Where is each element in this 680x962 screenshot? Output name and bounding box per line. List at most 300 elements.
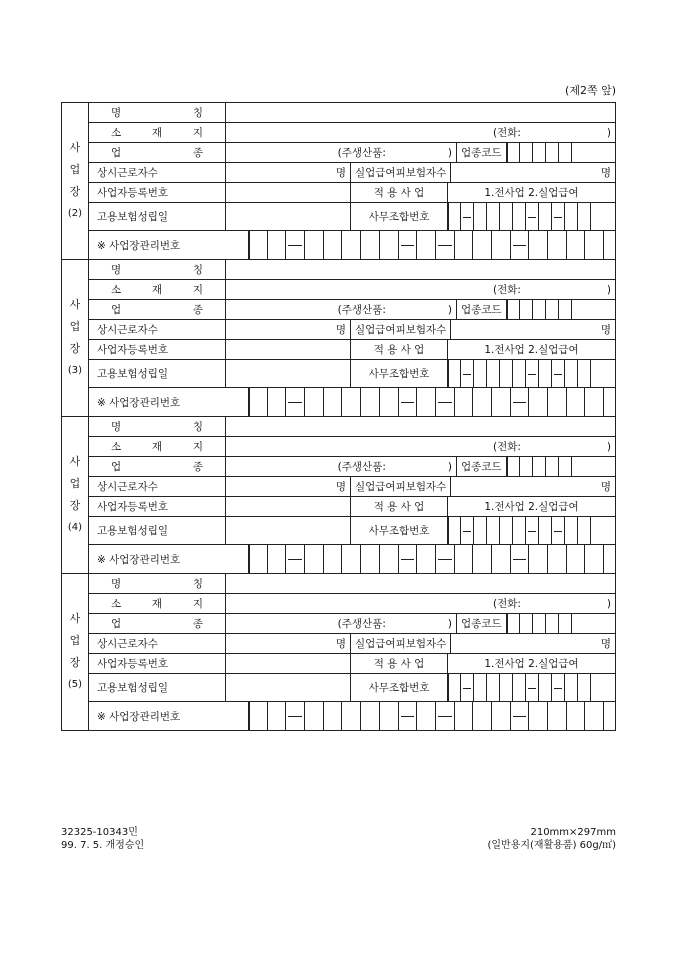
digit-box[interactable] [513, 203, 526, 230]
digit-box[interactable] [249, 545, 268, 573]
applicable-options[interactable]: 1.전사업 2.실업급여 [484, 658, 579, 670]
established-value[interactable] [226, 360, 351, 387]
industry-code-boxes[interactable] [507, 300, 572, 319]
digit-box[interactable] [474, 674, 487, 701]
industry-label [89, 143, 226, 162]
digit-box[interactable] [361, 388, 380, 416]
digit-box[interactable] [500, 517, 513, 544]
digit-box[interactable] [559, 457, 572, 476]
workers-unit: 명 [335, 638, 346, 650]
digit-box[interactable] [529, 388, 548, 416]
digit-box[interactable] [487, 203, 500, 230]
name-label-char: 칭 [192, 421, 203, 433]
address-value[interactable] [226, 594, 615, 613]
digit-box[interactable] [342, 388, 361, 416]
digit-box[interactable] [520, 457, 533, 476]
digit-box[interactable] [286, 545, 305, 573]
digit-box[interactable] [286, 231, 305, 259]
name-label [89, 103, 226, 122]
industry-value[interactable] [226, 300, 457, 319]
workers-label: 상시근로자수 [89, 477, 226, 496]
mgmt-no-boxes[interactable] [249, 231, 604, 259]
digit-box[interactable] [461, 517, 474, 544]
row-biz-reg [89, 497, 615, 517]
union-no-label: 사무조합번호 [351, 203, 448, 230]
row-established [89, 203, 615, 231]
digit-box[interactable] [548, 545, 567, 573]
digit-box[interactable] [473, 388, 492, 416]
union-no-boxes[interactable] [448, 360, 591, 387]
digit-box[interactable] [552, 674, 565, 701]
digit-box[interactable] [539, 517, 552, 544]
digit-box[interactable] [286, 388, 305, 416]
union-no-label: 사무조합번호 [351, 674, 448, 701]
insured-unit: 명 [600, 167, 611, 179]
workplace-form [61, 102, 616, 731]
digit-box[interactable] [500, 360, 513, 387]
digit-box[interactable] [305, 702, 324, 730]
phone-close: ) [606, 283, 611, 296]
digit-box[interactable] [473, 545, 492, 573]
digit-box[interactable] [539, 360, 552, 387]
industry-label-char: 업 [111, 147, 122, 159]
digit-box[interactable] [342, 702, 361, 730]
digit-box[interactable] [417, 702, 436, 730]
digit-box[interactable] [520, 300, 533, 319]
industry-label-char: 업 [111, 304, 122, 316]
biz-reg-value[interactable] [226, 497, 351, 516]
digit-box[interactable] [399, 231, 418, 259]
name-label-char: 명 [111, 264, 122, 276]
industry-code-boxes[interactable] [507, 457, 572, 476]
phone-label: (전화: [492, 127, 521, 139]
name-label [89, 574, 226, 593]
digit-box[interactable] [578, 203, 591, 230]
insured-value[interactable] [451, 477, 615, 496]
row-name [89, 103, 615, 123]
digit-box[interactable] [526, 674, 539, 701]
established-label: 고용보험성립일 [89, 203, 226, 230]
workers-value[interactable] [226, 320, 351, 339]
digit-box[interactable] [487, 360, 500, 387]
digit-box[interactable] [548, 231, 567, 259]
digit-box[interactable] [507, 300, 520, 319]
footer-right [487, 826, 616, 852]
insured-unit: 명 [600, 638, 611, 650]
industry-code-boxes[interactable] [507, 143, 572, 162]
mgmt-no-label: ※ 사업장관리번호 [89, 231, 249, 259]
digit-box[interactable] [507, 614, 520, 633]
digit-box[interactable] [268, 388, 287, 416]
digit-box[interactable] [474, 360, 487, 387]
approval-date: 99. 7. 5. 개정승인 [61, 840, 145, 851]
digit-box[interactable] [565, 674, 578, 701]
workers-value[interactable] [226, 634, 351, 653]
mgmt-no-boxes[interactable] [249, 388, 604, 416]
digit-box[interactable] [511, 388, 530, 416]
digit-box[interactable] [436, 702, 455, 730]
applicable-label: 적 용 사 업 [351, 497, 448, 516]
side-char: 장 [69, 499, 81, 512]
digit-box[interactable] [399, 702, 418, 730]
phone-label: (전화: [492, 441, 521, 453]
digit-box[interactable] [305, 545, 324, 573]
section-side-label [61, 260, 89, 416]
address-label-char: 지 [192, 284, 203, 296]
name-value[interactable] [226, 103, 615, 122]
digit-box[interactable] [513, 360, 526, 387]
row-workers [89, 320, 615, 340]
row-mgmt-no [89, 388, 615, 416]
digit-box[interactable] [526, 517, 539, 544]
digit-box[interactable] [473, 231, 492, 259]
main-product-label: (주생산품: [337, 304, 386, 316]
digit-box[interactable] [520, 614, 533, 633]
digit-box[interactable] [585, 231, 604, 259]
address-value[interactable] [226, 123, 615, 142]
name-value[interactable] [226, 260, 615, 279]
digit-box[interactable] [546, 300, 559, 319]
union-no-boxes[interactable] [448, 517, 591, 544]
digit-box[interactable] [533, 614, 546, 633]
form-code: 32325-10343민 [61, 827, 138, 838]
digit-box[interactable] [507, 143, 520, 162]
address-label [89, 437, 226, 456]
paper-size: 210mm×297mm [530, 827, 616, 838]
established-label: 고용보험성립일 [89, 674, 226, 701]
digit-box[interactable] [507, 457, 520, 476]
industry-label-char: 종 [192, 147, 203, 159]
address-label-char: 소 [111, 441, 122, 453]
established-value[interactable] [226, 203, 351, 230]
name-label-char: 명 [111, 107, 122, 119]
row-workers [89, 634, 615, 654]
digit-box[interactable] [361, 702, 380, 730]
digit-box[interactable] [511, 545, 530, 573]
digit-box[interactable] [492, 702, 511, 730]
workers-value[interactable] [226, 477, 351, 496]
applicable-options[interactable]: 1.전사업 2.실업급여 [484, 344, 579, 356]
digit-box[interactable] [565, 203, 578, 230]
section-body [89, 417, 616, 573]
digit-box[interactable] [539, 674, 552, 701]
row-established [89, 360, 615, 388]
insured-value[interactable] [451, 163, 615, 182]
digit-box[interactable] [529, 545, 548, 573]
digit-box[interactable] [492, 388, 511, 416]
digit-box[interactable] [268, 702, 287, 730]
digit-box[interactable] [268, 545, 287, 573]
insured-unit: 명 [600, 324, 611, 336]
digit-box[interactable] [380, 545, 399, 573]
digit-box[interactable] [500, 674, 513, 701]
digit-box[interactable] [324, 545, 343, 573]
industry-label [89, 300, 226, 319]
biz-reg-label: 사업자등록번호 [89, 340, 226, 359]
digit-box[interactable] [361, 545, 380, 573]
row-industry [89, 614, 615, 634]
digit-box[interactable] [487, 674, 500, 701]
side-char: 사 [69, 455, 81, 468]
digit-box[interactable] [324, 702, 343, 730]
digit-box[interactable] [380, 702, 399, 730]
digit-box[interactable] [417, 545, 436, 573]
digit-box[interactable] [526, 203, 539, 230]
industry-label-char: 종 [192, 304, 203, 316]
digit-box[interactable] [533, 300, 546, 319]
digit-box[interactable] [399, 545, 418, 573]
name-value[interactable] [226, 574, 615, 593]
workers-label: 상시근로자수 [89, 320, 226, 339]
digit-box[interactable] [417, 231, 436, 259]
biz-reg-label: 사업자등록번호 [89, 654, 226, 673]
row-mgmt-no [89, 702, 615, 730]
side-char: 사 [69, 612, 81, 625]
digit-box[interactable] [361, 231, 380, 259]
digit-box[interactable] [305, 388, 324, 416]
workers-value[interactable] [226, 163, 351, 182]
digit-box[interactable] [585, 388, 604, 416]
digit-box[interactable] [461, 360, 474, 387]
biz-reg-value[interactable] [226, 340, 351, 359]
workplace-section [61, 259, 616, 416]
digit-box[interactable] [448, 517, 461, 544]
industry-value[interactable] [226, 143, 457, 162]
digit-box[interactable] [567, 702, 586, 730]
side-char: 장 [69, 656, 81, 669]
digit-box[interactable] [455, 231, 474, 259]
industry-code-label: 업종코드 [457, 457, 507, 476]
digit-box[interactable] [500, 203, 513, 230]
paper-type: (일반용지(재활용품) 60g/㎡) [487, 840, 616, 851]
name-label-char: 명 [111, 578, 122, 590]
digit-box[interactable] [324, 388, 343, 416]
established-value[interactable] [226, 674, 351, 701]
workers-unit: 명 [335, 481, 346, 493]
industry-value[interactable] [226, 457, 457, 476]
name-value[interactable] [226, 417, 615, 436]
digit-box[interactable] [559, 300, 572, 319]
section-body [89, 103, 616, 259]
mgmt-no-label: ※ 사업장관리번호 [89, 388, 249, 416]
address-value[interactable] [226, 437, 615, 456]
row-mgmt-no [89, 231, 615, 259]
address-label-char: 지 [192, 127, 203, 139]
digit-box[interactable] [578, 360, 591, 387]
digit-box[interactable] [526, 360, 539, 387]
side-char: 업 [69, 477, 81, 490]
industry-value[interactable] [226, 614, 457, 633]
address-label-char: 재 [151, 598, 163, 610]
digit-box[interactable] [559, 143, 572, 162]
industry-label-char: 종 [192, 618, 203, 630]
digit-box[interactable] [305, 231, 324, 259]
section-body [89, 260, 616, 416]
digit-box[interactable] [455, 388, 474, 416]
digit-box[interactable] [473, 702, 492, 730]
established-label: 고용보험성립일 [89, 360, 226, 387]
digit-box[interactable] [513, 674, 526, 701]
row-name [89, 574, 615, 594]
address-label-char: 소 [111, 284, 122, 296]
digit-box[interactable] [448, 360, 461, 387]
side-char: 장 [69, 185, 81, 198]
phone-label: (전화: [492, 284, 521, 296]
digit-box[interactable] [474, 203, 487, 230]
union-no-label: 사무조합번호 [351, 517, 448, 544]
applicable-options[interactable]: 1.전사업 2.실업급여 [484, 187, 579, 199]
digit-box[interactable] [552, 203, 565, 230]
name-label-char: 칭 [192, 107, 203, 119]
row-established [89, 674, 615, 702]
workers-unit: 명 [335, 324, 346, 336]
main-product-label: (주생산품: [337, 618, 386, 630]
industry-code-label: 업종코드 [457, 300, 507, 319]
digit-box[interactable] [578, 674, 591, 701]
digit-box[interactable] [380, 388, 399, 416]
row-name [89, 260, 615, 280]
section-number: (3) [67, 365, 83, 376]
applicable-label: 적 용 사 업 [351, 654, 448, 673]
section-number: (5) [67, 679, 83, 690]
address-value[interactable] [226, 280, 615, 299]
industry-code-label: 업종코드 [457, 143, 507, 162]
row-biz-reg [89, 183, 615, 203]
applicable-label: 적 용 사 업 [351, 340, 448, 359]
workplace-section [61, 102, 616, 259]
industry-label [89, 614, 226, 633]
digit-box[interactable] [546, 614, 559, 633]
side-char: 업 [69, 634, 81, 647]
digit-box[interactable] [436, 545, 455, 573]
digit-box[interactable] [520, 143, 533, 162]
union-no-label: 사무조합번호 [351, 360, 448, 387]
industry-label [89, 457, 226, 476]
digit-box[interactable] [585, 545, 604, 573]
digit-box[interactable] [436, 388, 455, 416]
digit-box[interactable] [268, 231, 287, 259]
digit-box[interactable] [487, 517, 500, 544]
insured-label: 실업급여피보험자수 [351, 320, 451, 339]
digit-box[interactable] [461, 674, 474, 701]
digit-box[interactable] [539, 203, 552, 230]
side-char: 사 [69, 141, 81, 154]
digit-box[interactable] [546, 143, 559, 162]
digit-box[interactable] [565, 360, 578, 387]
digit-box[interactable] [529, 702, 548, 730]
biz-reg-value[interactable] [226, 183, 351, 202]
established-value[interactable] [226, 517, 351, 544]
mgmt-no-label: ※ 사업장관리번호 [89, 702, 249, 730]
digit-box[interactable] [342, 231, 361, 259]
digit-box[interactable] [548, 388, 567, 416]
digit-box[interactable] [511, 231, 530, 259]
digit-box[interactable] [455, 545, 474, 573]
digit-box[interactable] [552, 517, 565, 544]
digit-box[interactable] [399, 388, 418, 416]
digit-box[interactable] [461, 203, 474, 230]
phone-label: (전화: [492, 598, 521, 610]
side-char: 사 [69, 298, 81, 311]
applicable-label: 적 용 사 업 [351, 183, 448, 202]
digit-box[interactable] [585, 702, 604, 730]
digit-box[interactable] [567, 388, 586, 416]
section-side-label [61, 574, 89, 730]
digit-box[interactable] [492, 231, 511, 259]
digit-box[interactable] [380, 231, 399, 259]
workers-label: 상시근로자수 [89, 163, 226, 182]
digit-box[interactable] [286, 702, 305, 730]
insured-value[interactable] [451, 634, 615, 653]
digit-box[interactable] [342, 545, 361, 573]
industry-label-char: 업 [111, 461, 122, 473]
section-side-label [61, 103, 89, 259]
digit-box[interactable] [249, 702, 268, 730]
established-label: 고용보험성립일 [89, 517, 226, 544]
digit-box[interactable] [417, 388, 436, 416]
digit-box[interactable] [559, 614, 572, 633]
row-workers [89, 477, 615, 497]
digit-box[interactable] [578, 517, 591, 544]
name-label [89, 260, 226, 279]
digit-box[interactable] [511, 702, 530, 730]
digit-box[interactable] [567, 545, 586, 573]
address-label [89, 123, 226, 142]
biz-reg-label: 사업자등록번호 [89, 497, 226, 516]
mgmt-no-boxes[interactable] [249, 702, 604, 730]
row-name [89, 417, 615, 437]
phone-close: ) [606, 597, 611, 610]
industry-code-label: 업종코드 [457, 614, 507, 633]
union-no-boxes[interactable] [448, 203, 591, 230]
address-label [89, 594, 226, 613]
digit-box[interactable] [533, 143, 546, 162]
industry-code-boxes[interactable] [507, 614, 572, 633]
insured-label: 실업급여피보험자수 [351, 634, 451, 653]
digit-box[interactable] [324, 231, 343, 259]
row-address [89, 437, 615, 457]
address-label-char: 재 [151, 284, 163, 296]
digit-box[interactable] [249, 388, 268, 416]
address-label-char: 소 [111, 598, 122, 610]
digit-box[interactable] [513, 517, 526, 544]
main-product-label: (주생산품: [337, 461, 386, 473]
digit-box[interactable] [249, 231, 268, 259]
digit-box[interactable] [552, 360, 565, 387]
biz-reg-value[interactable] [226, 654, 351, 673]
digit-box[interactable] [546, 457, 559, 476]
digit-box[interactable] [548, 702, 567, 730]
footer-left [61, 826, 144, 852]
digit-box[interactable] [492, 545, 511, 573]
digit-box[interactable] [474, 517, 487, 544]
side-char: 업 [69, 320, 81, 333]
digit-box[interactable] [436, 231, 455, 259]
digit-box[interactable] [533, 457, 546, 476]
digit-box[interactable] [567, 231, 586, 259]
digit-box[interactable] [448, 674, 461, 701]
workers-unit: 명 [335, 167, 346, 179]
digit-box[interactable] [448, 203, 461, 230]
insured-value[interactable] [451, 320, 615, 339]
union-no-boxes[interactable] [448, 674, 591, 701]
mgmt-no-boxes[interactable] [249, 545, 604, 573]
address-label-char: 재 [151, 441, 163, 453]
applicable-options[interactable]: 1.전사업 2.실업급여 [484, 501, 579, 513]
digit-box[interactable] [565, 517, 578, 544]
digit-box[interactable] [529, 231, 548, 259]
digit-box[interactable] [455, 702, 474, 730]
